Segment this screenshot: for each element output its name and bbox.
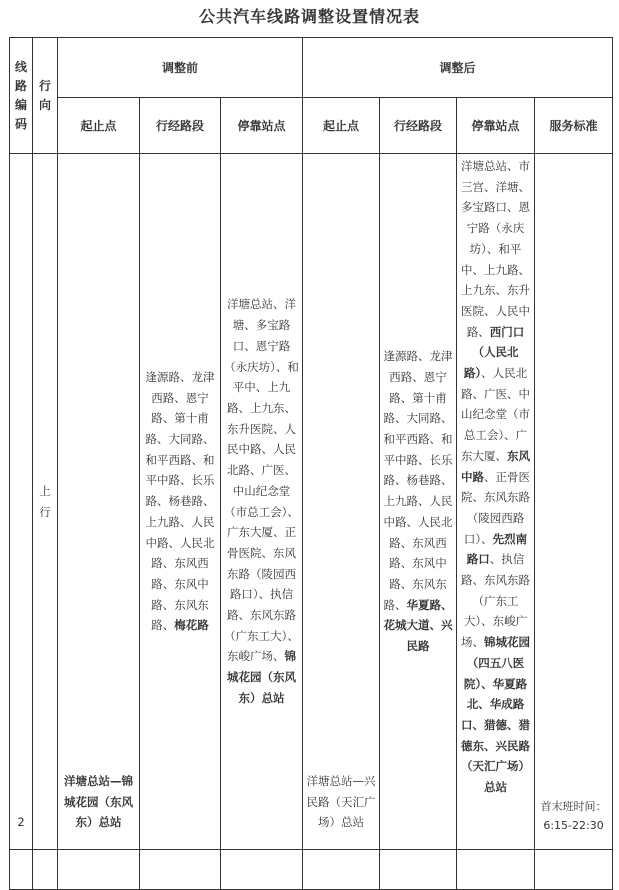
- header-before-route: 行经路段: [140, 98, 221, 154]
- header-after-route: 行经路段: [380, 98, 457, 154]
- header-before: 调整前: [58, 38, 303, 98]
- route-code: 2: [10, 154, 33, 850]
- after-stops: 洋塘总站、市三宫、洋塘、多宝路口、恩宁路（永庆坊）、和平中、上九路、上九东、东升医院、人民中路、西门口（人民北路）、人民北路、广医、中山纪念堂（市总工会）、广东大厦、东风中路、正骨医院、东风东路（陵园西路口）、先烈南路口、执信路、东风东路（广东工大）、东峻广场、锦城花园（四五八医院）、华夏路北、华成路口、猎德、猎德东、兴民路（天汇广场）总站: [457, 154, 535, 850]
- empty-cell: [58, 850, 140, 890]
- empty-cell: [33, 850, 58, 890]
- header-direction: 行 向: [33, 38, 58, 154]
- header-after-start-end: 起止点: [303, 98, 380, 154]
- empty-cell: [10, 850, 33, 890]
- empty-cell: [303, 850, 380, 890]
- table-row: [10, 850, 613, 890]
- empty-cell: [140, 850, 221, 890]
- after-start-end: 洋塘总站—兴民路（天汇广场）总站: [303, 154, 380, 850]
- route-adjustment-table: [9, 37, 613, 890]
- header-before-stops: 停靠站点: [221, 98, 303, 154]
- before-start-end: 洋塘总站—锦城花园（东风东）总站: [58, 154, 140, 850]
- header-before-start-end: 起止点: [58, 98, 140, 154]
- empty-cell: [457, 850, 535, 890]
- empty-cell: [535, 850, 613, 890]
- before-stops: 洋塘总站、洋塘、多宝路口、恩宁路（永庆坊）、和平中、上九路、上九东、东升医院、人民中路、人民北路、广医、中山纪念堂（市总工会）、广东大厦、正骨医院、东风东路（陵园西路口）、执信路、东风东路（广东工大）、东峻广场、锦城花园（东风东）总站: [221, 154, 303, 850]
- after-route: 逢源路、龙津西路、恩宁路、第十甫路、大同路、和平西路、和平中路、长乐路、杨巷路、上九路、人民中路、人民北路、东风西路、东风中路、东风东路、华夏路、花城大道、兴民路: [380, 154, 457, 850]
- table-row: [10, 154, 613, 850]
- header-route-code: 线 路 编 码: [10, 38, 33, 154]
- empty-cell: [380, 850, 457, 890]
- header-service: 服务标准: [535, 98, 613, 154]
- before-route: 逢源路、龙津西路、恩宁路、第十甫路、大同路、和平西路、和平中路、长乐路、杨巷路、上九路、人民中路、人民北路、东风西路、东风中路、东风东路、梅花路: [140, 154, 221, 850]
- empty-cell: [221, 850, 303, 890]
- service-standard: 首末班时间：6:15-22:30: [535, 154, 613, 850]
- header-after: 调整后: [303, 38, 613, 98]
- header-after-stops: 停靠站点: [457, 98, 535, 154]
- page-title: 公共汽车线路调整设置情况表: [198, 7, 420, 26]
- direction: 上行: [33, 154, 58, 850]
